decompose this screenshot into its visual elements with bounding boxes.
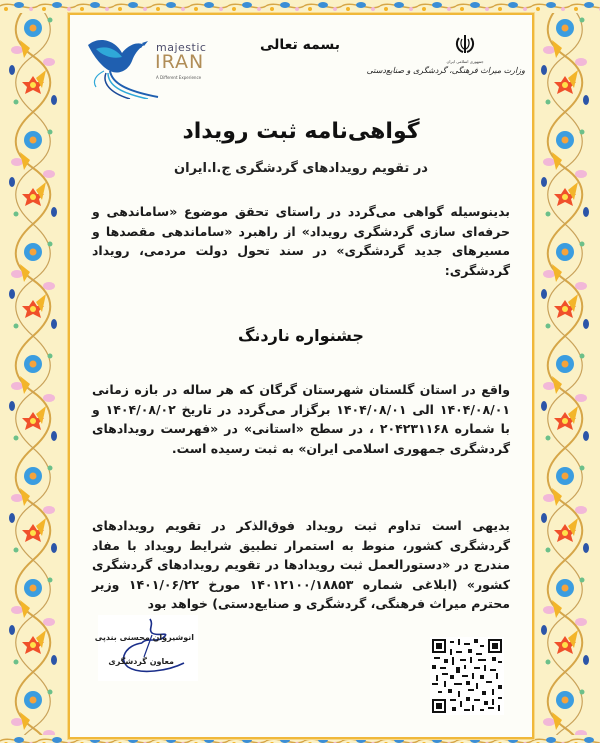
signature-scribble-icon	[98, 615, 198, 681]
event-name: جشنواره ناردنگ	[238, 326, 364, 345]
conditions-paragraph: بدیهی است تداوم ثبت رویداد فوق‌الذکر در تقویم رویدادهای گردشگری کشور، منوط به استمرار تطبیق شرایط رویداد با مفاد مندرج در «دستورالعمل ثبت رویدادها در تقویم رویدادهای گردشگری کشور» (ابلاغی شماره ۱۴۰۱۲۱۰۰/۱۸۸۵۳ مورخ ۱۴۰۱/۰۶/۲۲ وزیر محترم میراث فرهنگی، گردشگری و صنایع‌دستی) خواهد بود	[92, 518, 510, 611]
ornamental-border-left	[0, 0, 66, 743]
ministry-header	[366, 33, 525, 75]
qr-code-icon[interactable]	[430, 637, 504, 715]
majestic-iran-logo	[82, 27, 207, 107]
country-line: جمهوری اسلامی ایران	[446, 59, 484, 64]
logo-iran-word: IRAN	[155, 51, 205, 73]
signature-block	[94, 615, 198, 681]
certificate-subtitle: در تقویم رویدادهای گردشگری ج.ا.ایران	[174, 161, 428, 176]
intro-paragraph: بدینوسیله گواهی می‌گردد در راستای تحقق موضوع «ساماندهی و حرفه‌ای سازی گردشگری رویداد» از راهبرد «ساماندهی مقصدها و مسیرهای جدید گردشگری» در سند تحول دولت مردمی، رویداد گردشگری:	[92, 204, 510, 278]
ornamental-border-top	[0, 0, 600, 13]
event-details-paragraph: واقع در استان گلستان شهرستان گرگان که هر ساله در بازه زمانی ۱۴۰۴/۰۸/۰۱ الی ۱۴۰۴/۰۸/۰۱ برگزار می‌گردد در تاریخ ۱۴۰۴/۰۸/۰۲ و با شماره ۲۰۴۲۳۱۱۶۸ ، در سطح «استانی» در «فهرست رویدادهای گردشگری جمهوری اسلامی ایران» به ثبت رسیده است.	[92, 382, 510, 456]
iran-emblem-icon	[454, 33, 476, 55]
certificate-header	[70, 15, 532, 110]
certificate-title: گواهی‌نامه ثبت رویداد	[182, 119, 420, 144]
ministry-name: وزارت میراث فرهنگی، گردشگری و صنایع‌دستی	[366, 66, 525, 75]
logo-majestic-word: majestic	[156, 41, 207, 54]
ornamental-border-right	[532, 0, 600, 743]
certificate-panel	[68, 13, 534, 739]
logo-tagline: A Different Experience	[156, 75, 202, 80]
signer-title: معاون گردشگری	[108, 657, 174, 666]
phoenix-bird-icon	[82, 27, 162, 99]
invocation-text: بسمه تعالی	[259, 37, 341, 53]
signer-name: انوشیروان محسنی بندپی	[94, 633, 194, 642]
